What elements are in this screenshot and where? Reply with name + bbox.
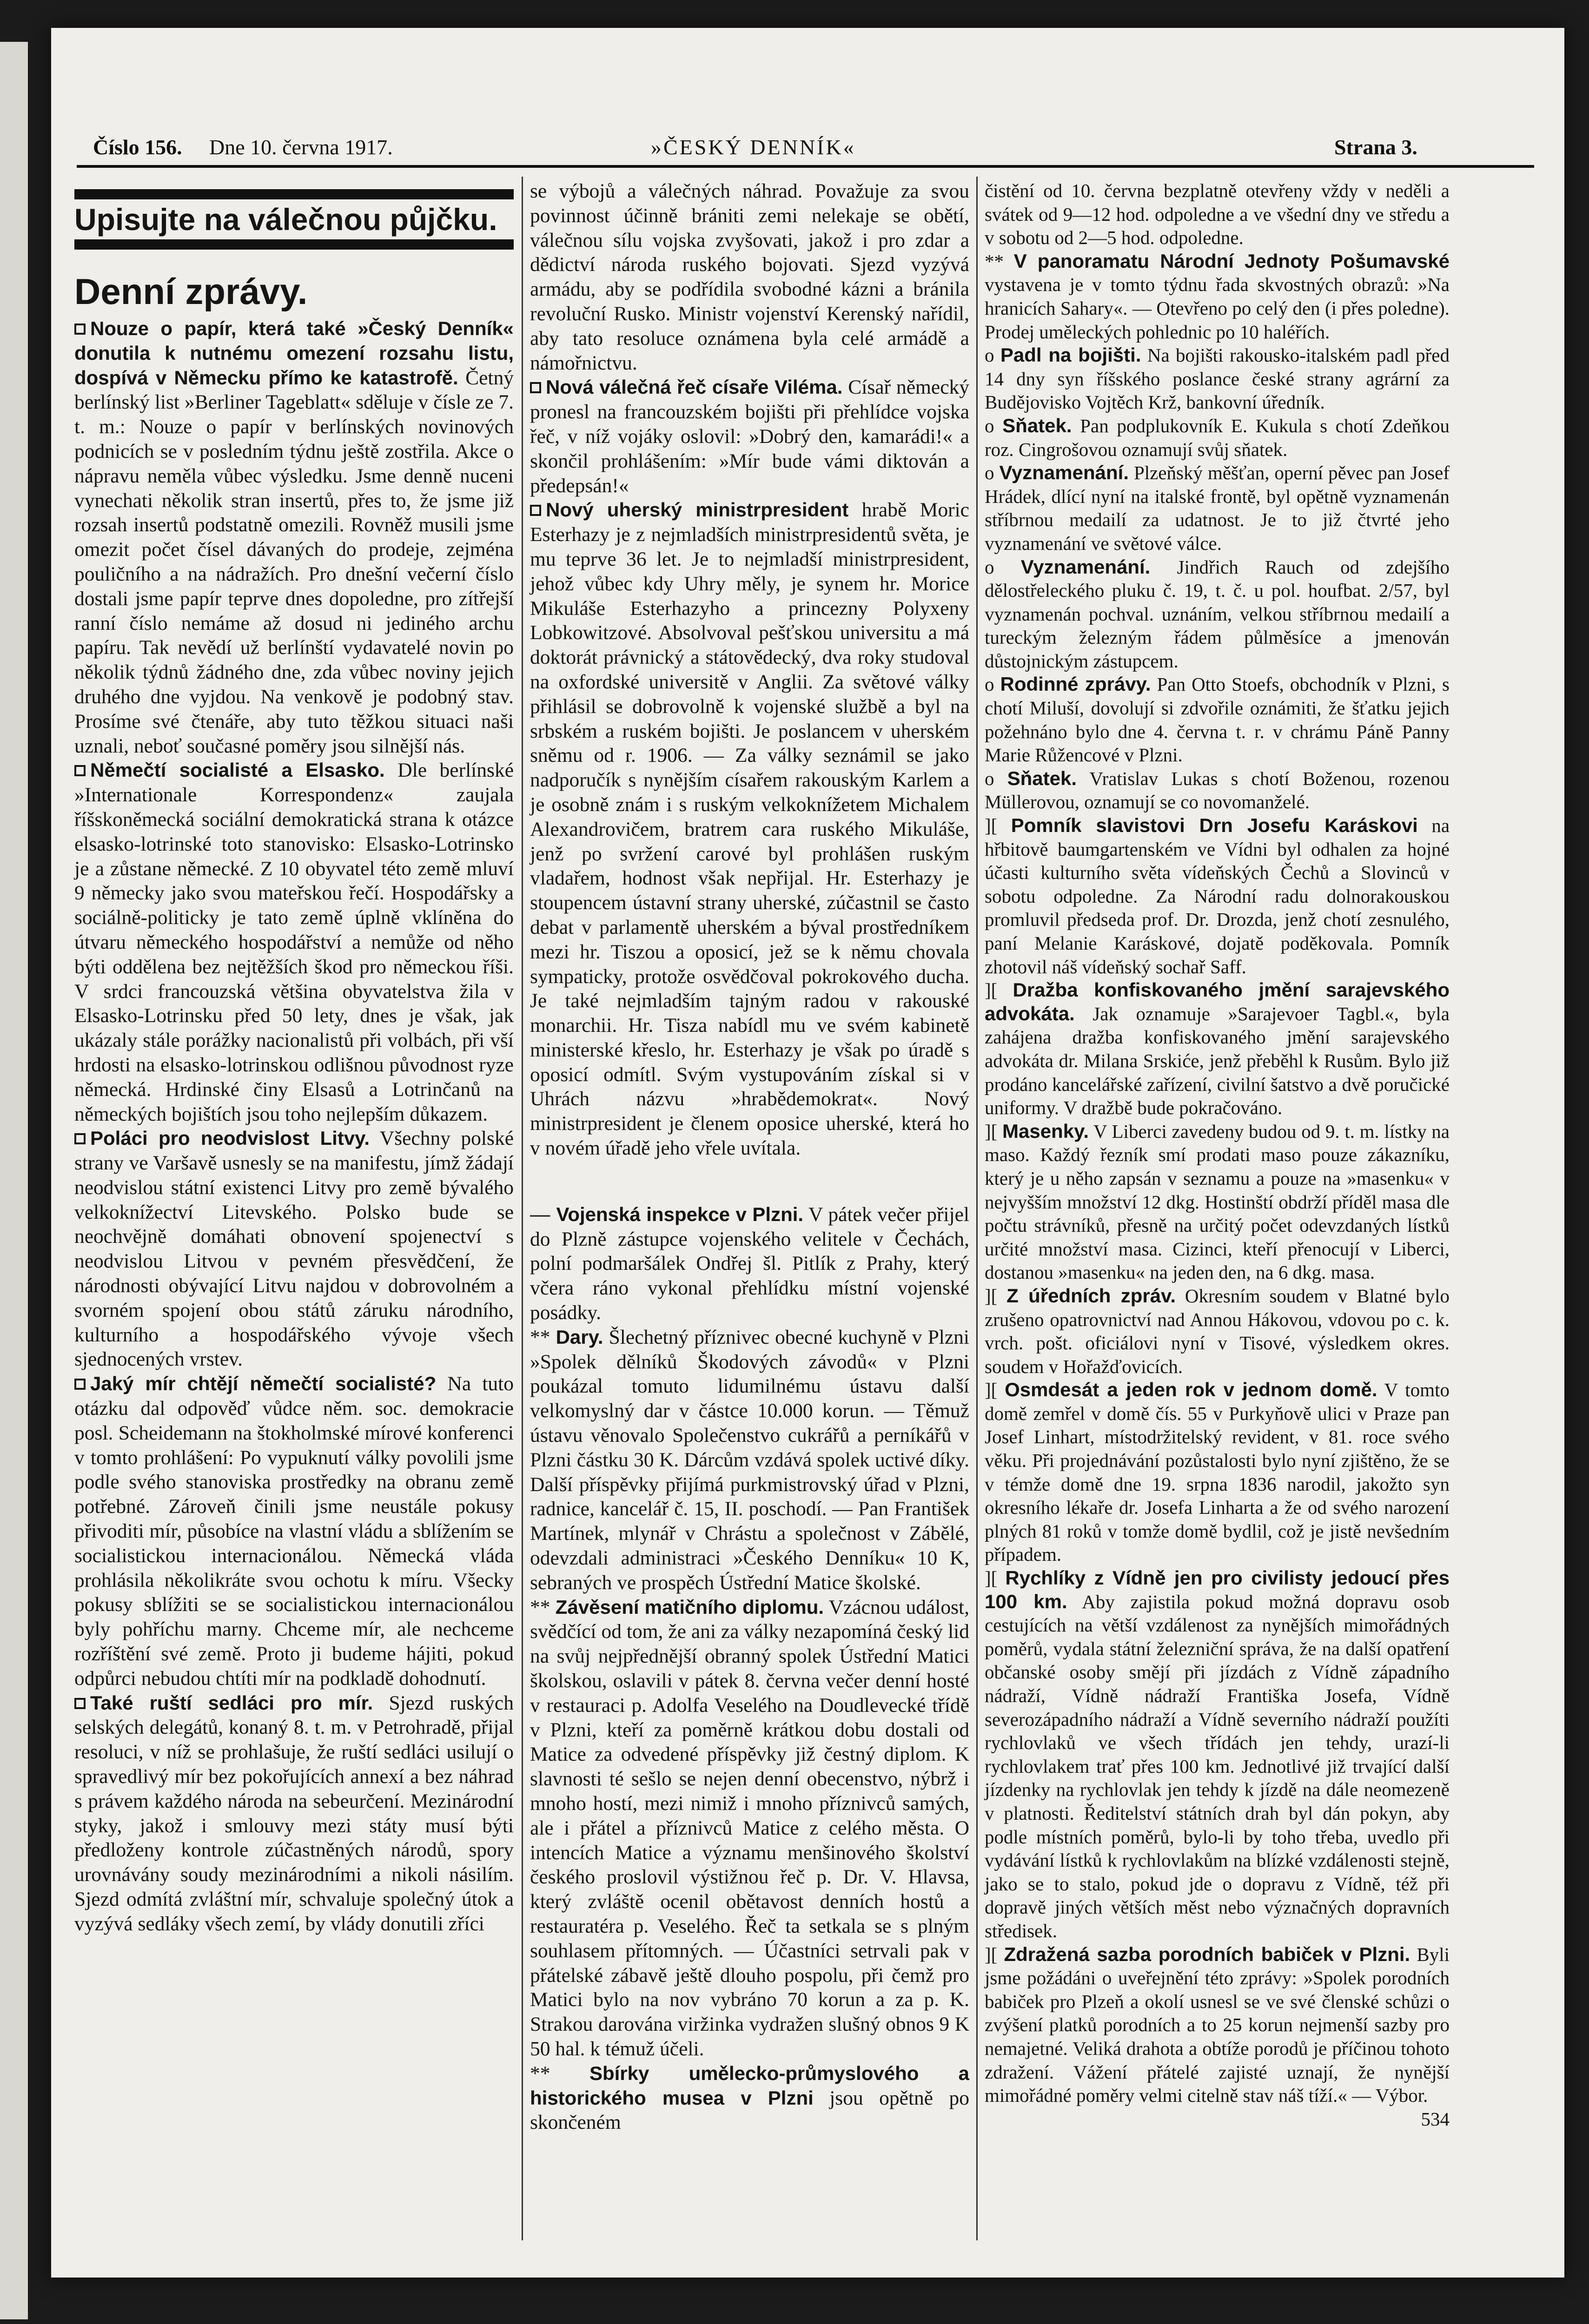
item-title: Nový uherský ministrpresident [546,499,849,521]
item-title: Jaký mír chtějí němečtí socialisté? [90,1373,437,1395]
header-rule [77,165,1534,168]
page-label: Strana 3. [1334,135,1417,159]
news-item [74,1126,514,1372]
loan-banner [74,179,514,258]
item-title: Sňatek. [1002,414,1072,436]
item-body: Jak oznamuje »Sarajevoer Tagbl.«, byla zahájena dražba konfiskovaného jmění sarajevského advokáta dr. Milana Srskiće, jenž přeběhl k Rusům. Bylo již prodáno kancelářské zařízení, civilní šatstvo a dvě poručické uniformy. V dražbě bude pokračováno. [985,1003,1450,1119]
news-item: o Sňatek. Vratislav Lukas s chotí Boženou, rozenou Müllerovou, oznamují se co novomanželé. [985,767,1450,813]
column-divider [976,177,978,2240]
item-body: hrabě Moric Esterhazy je z nejmladších ministrpresidentů světa, je mu teprve 36 let. Je to nejmladší ministrpresident, jehož vůbec kdy Uhry měly, je synem hr. Morice Mikuláše Esterhazyho a princezny Polyxeny Lobkowitzové. Absolvoval pešťskou universitu a má doktorát právnický a státovědecký, dva roky studoval na oxfordské universitě v Anglii. Za světové války přihlásil se dobrovolně k vojenské službě a byl na srbském a ruském bojišti. Je poslancem v uherském sněmu od r. 1906. — Za války seznámil se jako nadporučík s nynějším císařem rakouským Karlem a je osobně znám i s ruským velkoknížetem Michalem Alexandrovičem, bratrem cara ruského Mikuláše, jenž po svržení carové byl prohlášen ruským vladařem, hodnost však nepřijal. Hr. Esterhazy je stoupencem ústavní strany uherské, zúčastnil se často debat v parlamentě uherském a býval prostředníkem mezi hr. Tiszou a oposicí, jež se k němu chovala sympaticky, protože osvědčoval pokrokového ducha. Je také nejmladším tajným radou v rakouské monarchii. Hr. Tisza nabídl mu ve svém kabinetě ministerské křeslo, hr. Esterhazy je však po úradě s oposicí odmítl. Svým vystupováním získal si v Uhrách názvu »hrabědemokrat«. Nový ministrpresident je členem oposice uherské, která ho v novém úřadě jeho vřele uvítala. [530,499,969,1160]
item-title: Rodinné zprávy. [1000,673,1151,695]
item-body: Na tuto otázku dal odpověď vůdce něm. soc. demokracie posl. Scheidemann na štokholmské mírové konferenci v tomto prohlášení: Po vypuknutí války povolili jsme podle svého stanoviska prostředky na obranu země potřebné. Zároveň činili jsme neustále pokusy přivoditi mír, působíce na vlastní vládu a sblížením se socialistickou internacionálou. Německá vláda prohlásila několikráte svou ochotu k míru. Všecky pokusy sblížiti se se socialistickou internacionálou byly pohříchu marny. Chceme mír, ale nechceme rozříštění své země. Proto ji budeme hájiti, pokud odpůrci nebudou chtíti mír na podkladě dohodnutí. [74,1373,514,1690]
item-body: Aby zajistila pokud možná dopravu osob cestujících na větší vzdálenost za nynějších mimořádných poměrů, vydala státní železniční správa, že na další opatření občanské osoby smějí při jízdách z Vídně západního nádraží, Vídně nádraží Františka Josefa, Vídně severozápadního nádraží a Vídně severního nádraží použíti rychlovlaků ve všech třídách jen tehdy, urazí-li rychlovlakem trať přes 100 km. Jednotlivé již trvající další jízdenky na rychlovlak jen tehdy k jízdě na dále neomezeně v platnosti. Ředitelství státních drah byl dán pokyn, aby podle místních poměrů, bylo-li by toho třeba, uvedlo při vydávání lístků k rychlovlakům na blízké vzdálenosti stejně, jako se to stalo, pokud jde o dopravu z Vídně, též při dopravě jiných větších měst nebo význačných dopravních středisek. [985,1591,1450,1941]
page-number: 534 [1421,2108,1450,2130]
item-body: Pan podplukovník E. Kukula s chotí Zdeňkou roz. Cingrošovou oznamují svůj sňatek. [985,415,1450,460]
item-title: Němečtí socialisté a Elsasko. [90,759,385,781]
item-body: Vzácnou událost, svědčící od tom, že ani za války nezapomíná český lid na svůj nejpřednější obranný spolek Ústřední Matici školskou, oslavili v pátek 8. června večer denní hosté v restauraci p. Adolfa Veselého na Doudlevecké třídě v Plzni, kteří za poměrně krátkou dobu dostali od Matice za odvedené příspěvky již čestný diplom. K slavnosti té sešlo se nejen denní obecenstvo, nýbrž i mnoho hostí, mezi nimiž i mnoho příznivců samých, ale i přátel a příznivců Matice z celého města. O intencích Matice a významu menšinového školství českého proslovil výstižnou řeč p. Dr. V. Hlavsa, který zvláště ocenil obětavost denních hostů a restauratéra p. Veselého. Řeč ta setkala se s plným souhlasem přítomných. — Účastníci setrvali pak v přátelské zábavě ještě dlouho pospolu, při čemž pro Matici bylo na nov vybráno 70 korun a za p. K. Strakou darována viržinka vydražen slušný obnos 9 K 50 hal. k témuž účeli. [530,1596,970,2060]
item-body: Pan Otto Stoefs, obchodník v Plzni, s chotí Miluší, dovolují si zdvořile oznámiti, že šťatku jejich požehnáno bylo dne 4. června t. r. v chrámu Páně Panny Marie Růžencové v Plzni. [985,673,1450,766]
item-body: V Liberci zavedeny budou od 9. t. m. lístky na maso. Každý řezník smí prodati maso pouze zákazníku, který je u něho zapsán v seznamu a pouze na »masenku« v nejvyšším množství 12 dkg. Hostinští obdrží příděl masa dle počtu strávníků, přesně na určitý počet odevzdaných lístků určité množství masa. Cizinci, kteří přenocují v Liberci, dostanou »masenku« na jeden den, na 6 dkg. masa. [985,1120,1450,1283]
news-item [74,1372,514,1690]
news-item: ** Sbírky umělecko-průmyslového a historického musea v Plzni jsou opětně po skončeném [530,2062,970,2134]
issue-number: Číslo 156. [93,135,182,159]
item-title: Nouze o papír, která také »Český Denník« donutila k nutnému omezení rozsahu listu, dospívá v Německu přímo ke katastrofě. [74,317,514,389]
item-body: Okresním soudem v Blatné bylo zrušeno opatrovnictví nad Annou Hákovou, vdovou po c. k. vrch. pošt. oficiálovi nyní v Tisové, výsledkem okres. soudem v Hořažďovicích. [985,1285,1450,1377]
banner-text: Upisujte na válečnou půjčku. [74,202,497,237]
item-title: Sňatek. [1007,767,1077,789]
item-title: Vyznamenání. [999,462,1129,484]
item-body: Byli jsme požádáni o uveřejnění této zprávy: »Spolek porodních babiček pro Plzeň a okolí usnesl se ve své členské schůzi o zvýšení platků porodních a to 25 korun nejmenší sazby pro nemajetné. Veliká drahota a obtíže porodů je příčinou tohoto zdražení. Vážení přátelé zajisté uznají, že nynější mimořádné poměry velmi citelně stav náš tíží.« — Výbor. [985,1943,1450,2106]
column-divider [522,177,523,2240]
item-title: Sbírky umělecko-průmyslového a historického musea v Plzni [530,2062,969,2109]
item-title: Rychlíky z Vídně jen pro civilisty jedoucí přes 100 km. [985,1567,1450,1612]
item-body: Císař německý pronesl na francouzském bojišti při přehlídce vojska řeč, v níž vojáky oslovil: »Dobrý den, kamarádi!« a skončil prohlášením: »Mír bude vámi diktován a předepsán!« [530,376,969,497]
spacer [530,1161,969,1202]
banner-rule [74,189,514,199]
news-item [74,1691,514,1936]
item-body: Jindřich Rauch od zdejšího dělostřeleckého pluku č. 19, t. č. u pol. houfbat. 2/57, byl vyznamenán pochval. uznáním, velkou stříbrnou medailí a tureckým železným řádem půlměsíce a jmenován důstojnickým zástupcem. [985,556,1450,672]
column-1 [74,179,514,1936]
item-title: Osmdesát a jeden rok v jednom domě. [1005,1379,1377,1401]
adjacent-page-edge [0,42,28,2319]
news-item [74,758,514,1126]
item-title: Vyznamenání. [1020,555,1151,578]
news-item [530,375,969,498]
square-bullet-icon [74,1698,86,1709]
item-body: na hřbitově baumgartenském ve Vídni byl odhalen za hojné účasti kulturního světa vídeňských Čechů a Slovinců v sobotu odpoledne. Za Národní radu dolnorakouskou promluvil předseda prof. Dr. Drozda, jenž chotí zesnulého, paní Melanie Karáskové, dojatě poděkovala. Pomník zhotovil náš vídeňský sochař Saff. [985,815,1450,977]
news-item: o Rodinné zprávy. Pan Otto Stoefs, obchodník v Plzni, s chotí Miluší, dovolují si zdvořile oznámiti, že šťatku jejich požehnáno bylo dne 4. června t. r. v chrámu Páně Panny Marie Růžencové v Plzni. [985,673,1450,766]
news-item: — Vojenská inspekce v Plzni. V pátek večer přijel do Plzně zástupce vojenského velitele v Čechách, polní podmaršálek Ondřej šl. Pitlík z Prahy, který včera ráno vykonal přehlídku místní vojenské posádky. [530,1203,969,1324]
item-body: Dle berlínské »Internationale Korrespondenz« zaujala říšskoněmecká sociální demokratická strana k otázce elsasko-lotrinské toto stanovisko: Elsasko-Lotrinsko je a zůstane německé. Z 10 obyvatel této země mluví 9 německy jako svou mateřskou řečí. Hospodářsky a sociálně-politicky je tato země úplně vklíněna do útvaru německého hospodářství a nemůže od něho býti oddělena bez nejtěžších škod pro německou říši. V srdci francouzská většina obyvatelstva žila v Elsasko-Lotrinsku před 50 lety, dnes je však, jak ukázaly stále porážky nacionalistů při volbách, při vší hrdosti na elsasko-lotrinskou odlišnou původnost ryze německá. Hrdinské činy Elsasů a Lotrinčanů na německých bojištích jsou toho nejlepším důkazem. [74,759,514,1125]
news-item: ][ Pomník slavistovi Drn Josefu Karáskovi na hřbitově baumgartenském ve Vídni byl odhalen za hojné účasti kulturního světa vídeňských Čechů a Slovinců v sobotu odpoledne. Za Národní radu dolnorakouskou promluvil předseda prof. Dr. Drozda, jenž chotí zesnulého, paní Melanie Karáskové, dojatě poděkovala. Pomník zhotovil náš vídeňský sochař Saff. [985,814,1450,977]
news-item-continued: čistění od 10. června bezplatně otevřeny vždy v neděli a svátek od 9—12 hod. odpoledne a ve všední dny ve středu a v sobotu od 2—5 hod. odpoledne. [985,180,1450,249]
item-body: V pátek večer přijel do Plzně zástupce vojenského velitele v Čechách, polní podmaršálek Ondřej šl. Pitlík z Prahy, který včera ráno vykonal přehlídku místní vojenské posádky. [530,1203,969,1324]
item-body: Sjezd ruských selských delegátů, konaný 8. t. m. v Petrohradě, přijal resoluci, v níž se prohlašuje, že ruští sedláci usilují o spravedlivý mír bez pokořujících annexí a bez náhrad s právem každého národa na sebeurčení. Mezinárodní styky, jakož i smlouvy mezi státy musí býti předloženy kontrole zúčastněných národů, spory urovnávány soudy mezinárodními a nikoli násilím. Sjezd odmítá zvláštní mír, schvaluje společný útok a vyzývá sedláky všech zemí, by vlády donutili zříci [74,1691,514,1935]
news-item: o Sňatek. Pan podplukovník E. Kukula s chotí Zdeňkou roz. Cingrošovou oznamují svůj sňatek. [985,414,1450,460]
item-title: Zdražená sazba porodních babiček v Plzni. [1004,1943,1410,1965]
item-body: Na bojišti rakousko-italském padl před 14 dny syn říšského poslance české strany agrární za Budějovisko Vojtěch Krž, bankovní úředník. [985,344,1450,413]
news-item [530,498,969,1161]
item-title: Nová válečná řeč císaře Viléma. [546,376,843,398]
news-item: ][ Z úředních zpráv. Okresním soudem v Blatné bylo zrušeno opatrovnictví nad Annou Hákovou, vdovou po c. k. vrch. pošt. oficiálovi nyní v Tisové, výsledkem okres. soudem v Hořažďovicích. [985,1284,1450,1377]
news-item: ][ Zdražená sazba porodních babiček v Plzni. Byli jsme požádáni o uveřejnění této zprávy: »Spolek porodních babiček pro Plzeň a okolí usnesl se ve své členské schůzi o zvýšení platků porodních a to 25 korun nejmenší sazby pro nemajetné. Veliká drahota a obtíže porodů je příčinou tohoto zdražení. Vážení přátelé zajisté uznají, že nynější mimořádné poměry velmi citelně stav náš tíží.« — Výbor. [985,1943,1450,2106]
item-title: Závěsení matičního diplomu. [555,1596,824,1618]
item-body: Vratislav Lukas s chotí Boženou, rozenou Müllerovou, oznamují se co novomanželé. [985,767,1450,813]
item-body: Četný berlínský list »Berliner Tageblatt« sděluje v čísle ze 7. t. m.: Nouze o papír v berlínských novinových podnicích se v posledním týdnu ještě zostřila. Akce o nápravu neměla vůbec výsledku. Jsme denně nuceni vynechati několik stran insertů, přes to, že jsme již rozsah insertů podstatně omezili. Rovněž musili jsme omezit počet čísel dávaných do prodeje, zejména pouličního a na nádražích. Pro dnešní večerní číslo dostali jsme papír teprve dnes dopoledne, pro zítřejší ranní číslo nemáme až dosud ni jediného archu papíru. Tak nevědí už berlínští vydavatelé novin po několik týdnů žádného dne, zda vůbec noviny jejich druhého dne vyjdou. Na venkově je podobný stav. Prosíme své čtenáře, aby tuto těžkou situaci naši uznali, neboť současné poměry jsou silnější nás. [74,366,514,757]
news-item [74,317,514,758]
news-item: ][ Dražba konfiskovaného jmění sarajevského advokáta. Jak oznamuje »Sarajevoer Tagbl.«, byla zahájena dražba konfiskovaného jmění sarajevského advokáta dr. Milana Srskiće, jenž přeběhl k Rusům. Bylo již prodáno kancelářské zařízení, civilní šatstvo a dvě poručické uniformy. V dražbě bude pokračováno. [985,979,1450,1119]
item-title: Masenky. [1002,1120,1089,1142]
square-bullet-icon [530,382,541,393]
item-body: Plzeňský měšťan, operní pěvec pan Josef Hrádek, dlící nyní na italské frontě, byl opětně vyznamenán stříbrnou medailí za udatnost. Je to již čtvrté jeho vyznamenání ve světové válce. [985,462,1450,554]
news-item: o Vyznamenání. Jindřich Rauch od zdejšího dělostřeleckého pluku č. 19, t. č. u pol. houfbat. 2/57, byl vyznamenán pochval. uznáním, velkou stříbrnou medailí a tureckým železným řádem půlměsíce a jmenován důstojnickým zástupcem. [985,555,1450,672]
issue-date: Dne 10. června 1917. [209,135,393,159]
item-title: Pomník slavistovi Drn Josefu Karáskovi [1011,814,1418,837]
news-item: ** Závěsení matičního diplomu. Vzácnou událost, svědčící od tom, že ani za války nezapomíná český lid na svůj nejpřednější obranný spolek Ústřední Matici školskou, oslavili v pátek 8. června večer denní hosté v restauraci p. Adolfa Veselého na Doudlevecké třídě v Plzni, kteří za poměrně krátkou dobu dostali od Matice za odvedené příspěvky již čestný diplom. K slavnosti té sešlo se nejen denní obecenstvo, nýbrž i mnoho hostí, mezi nimiž i mnoho příznivců samých, ale i přátel a příznivců Matice z celého města. O intencích Matice a významu menšinového školství českého proslovil výstižnou řeč p. Dr. V. Hlavsa, který zvláště ocenil obětavost denních hostů a restauratéra p. Veselého. Řeč ta setkala se s plným souhlasem přítomných. — Účastníci setrvali pak v přátelské zábavě ještě dlouho pospolu, při čemž pro Matici bylo na nov vybráno 70 korun a za p. K. Strakou darována viržinka vydražen slušný obnos 9 K 50 hal. k témuž účeli. [530,1596,970,2060]
item-title: Také ruští sedláci pro mír. [90,1691,373,1714]
section-heading: Denní zprávy. [74,271,308,312]
news-item: o Vyznamenání. Plzeňský měšťan, operní pěvec pan Josef Hrádek, dlící nyní na italské frontě, byl opětně vyznamenán stříbrnou medailí za udatnost. Je to již čtvrté jeho vyznamenání ve světové válce. [985,462,1450,554]
square-bullet-icon [74,1379,86,1390]
square-bullet-icon [74,324,86,335]
item-title: Poláci pro neodvislost Litvy. [90,1127,370,1149]
square-bullet-icon [74,1133,86,1144]
news-item: ][ Osmdesát a jeden rok v jednom domě. V tomto domě zemřel v domě čís. 55 v Purkyňově ulici v Praze pan Josef Linhart, místodržitelský revident, v 81. roce svého věku. Při projednávání pozůstalosti bylo nyní zjištěno, že se v témže domě dne 19. srpna 1836 narodil, jakožto syn okresního lékaře dr. Josefa Linharta a že od svého narození plných 81 roků v tomže domě bydlil, což je jistě nevšedním případem. [985,1379,1450,1565]
item-title: Vojenská inspekce v Plzni. [556,1203,804,1225]
news-item: ** Dary. Šlechetný příznivec obecné kuchyně v Plzni »Spolek dělníků Škodových závodů« v Plzni poukázal tomuto lidumilnému ústavu další velkomyslný dar v částce 10.000 korun. — Těmuž ústavu věnovalo Společenstvo cukrářů a perníkářů v Plzni částku 30 K. Dárcům vzdává spolek uctivé díky. Další příspěvky přijímá purkmistrovský úřad v Plzni, radnice, kancelář č. 15, II. poschodí. — Pan František Martínek, mlynář v Chrástu a společnost v Zábělé, odevzdali administraci »Českého Denníku« 10 K, sebraných ve prospěch Ústřední Matice školské. [530,1326,970,1594]
item-title: Padl na bojišti. [1000,344,1141,366]
news-item: ** V panoramatu Národní Jednoty Pošumavské vystavena je v tomto týdnu řada skvostných obrazů: »Na hranicích Sahary«. — Otevřeno po celý den (i přes poledne). Prodej uměleckých pohlednic po 10 haléřích. [985,250,1450,343]
item-title: V panoramatu Národní Jednoty Pošumavské [1013,250,1450,272]
item-title: Dražba konfiskovaného jmění sarajevského advokáta. [985,979,1450,1024]
column-2 [530,179,969,2135]
item-body: V tomto domě zemřel v domě čís. 55 v Purkyňově ulici v Praze pan Josef Linhart, místodržitelský revident, v 81. roce svého věku. Při projednávání pozůstalosti bylo nyní zjištěno, že se v témže domě dne 19. srpna 1836 narodil, jakožto syn okresního lékaře dr. Josefa Linharta a že od svého narození plných 81 roků v tomže domě bydlil, což je jistě nevšedním případem. [985,1379,1450,1565]
news-item: ][ Masenky. V Liberci zavedeny budou od 9. t. m. lístky na maso. Každý řezník smí prodati maso pouze zákazníku, který je u něho zapsán v seznamu a pouze na »masenku« v nejvyšším množství 12 dkg. Hostinští obdrží příděl masa dle počtu strávníků, přesně na určitý počet odevzdaných lístků určité množství masa. Cizinci, kteří přenocují v Liberci, dostanou »masenku« na jeden den, na 6 dkg. masa. [985,1120,1450,1283]
banner-rule [74,239,514,250]
column-3 [985,179,1450,2131]
square-bullet-icon [530,505,541,516]
item-body: Všechny polské strany ve Varšavě usnesly se na manifestu, jímž žádají neodvislou státní existenci Litvy pro země bývalého velkoknížectví Litevského. Polsko bude se neochvějně domáhati obnovení spojenectví s neodvislou Litvou v pevném přesvědčení, že národnosti obývající Litvu najdou v dobrovolném a svorném spojení obou států záruku národního, kulturního a hospodářského vývoje všech sjednocených vrstev. [74,1127,514,1371]
item-body: Šlechetný příznivec obecné kuchyně v Plzni »Spolek dělníků Škodových závodů« v Plzni poukázal tomuto lidumilnému ústavu další velkomyslný dar v částce 10.000 korun. — Těmuž ústavu věnovalo Společenstvo cukrářů a perníkářů v Plzni částku 30 K. Dárcům vzdává spolek uctivé díky. Další příspěvky přijímá purkmistrovský úřad v Plzni, radnice, kancelář č. 15, II. poschodí. — Pan František Martínek, mlynář v Chrástu a společnost v Zábělé, odevzdali administraci »Českého Denníku« 10 K, sebraných ve prospěch Ústřední Matice školské. [530,1326,970,1594]
square-bullet-icon [74,765,86,776]
news-item: o Padl na bojišti. Na bojišti rakousko-italském padl před 14 dny syn říšského poslance české strany agrární za Budějovisko Vojtěch Krž, bankovní úředník. [985,344,1450,413]
item-title: Dary. [556,1326,603,1348]
news-item: ][ Rychlíky z Vídně jen pro civilisty jedoucí přes 100 km. Aby zajistila pokud možná dopravu osob cestujících na větší vzdálenost za nynějších mimořádných poměrů, vydala státní železniční správa, že na další opatření občanské osoby smějí při jízdách z Vídně západního nádraží, Vídně nádraží Františka Josefa, Vídně severozápadního nádraží a Vídně severního nádraží použíti rychlovlaků ve všech třídách jen tehdy, urazí-li rychlovlakem trať přes 100 km. Jednotlivé již trvající další jízdenky na rychlovlak jen tehdy k jízdě na dále neomezeně v platnosti. Ředitelství státních drah byl dán pokyn, aby podle místních poměrů, bylo-li by toho třeba, uvedlo při vydávání lístků k rychlovlakům na blízké vzdálenosti stejně, jako se to stalo, pokud jde o dopravu z Vídně, též při dopravě jiných větších měst nebo význačných dopravních středisek. [985,1567,1450,1941]
masthead-title: »ČESKÝ DENNÍK« [651,135,856,159]
news-item-continued: se výbojů a válečných náhrad. Považuje za svou povinnost účinně brániti zemi nelekaje se obětí, válečnou sílu vojska zvyšovati, jakož i pro zdar a dědictví národa ruského bojovati. Sjezd vyzývá armádu, aby se podřídila svobodné kázni a bránila revoluční Rusko. Ministr vojenství Kerenský nařídil, aby tato resoluce oznámena byla celé armádě a námořnictvu. [530,180,969,374]
item-title: Z úředních zpráv. [1006,1284,1176,1307]
item-body: jsou opětně po skončeném [530,2086,970,2134]
item-body: vystavena je v tomto týdnu řada skvostných obrazů: »Na hranicích Sahary«. — Otevřeno po celý den (i přes poledne). Prodej uměleckých pohlednic po 10 haléřích. [985,274,1450,343]
